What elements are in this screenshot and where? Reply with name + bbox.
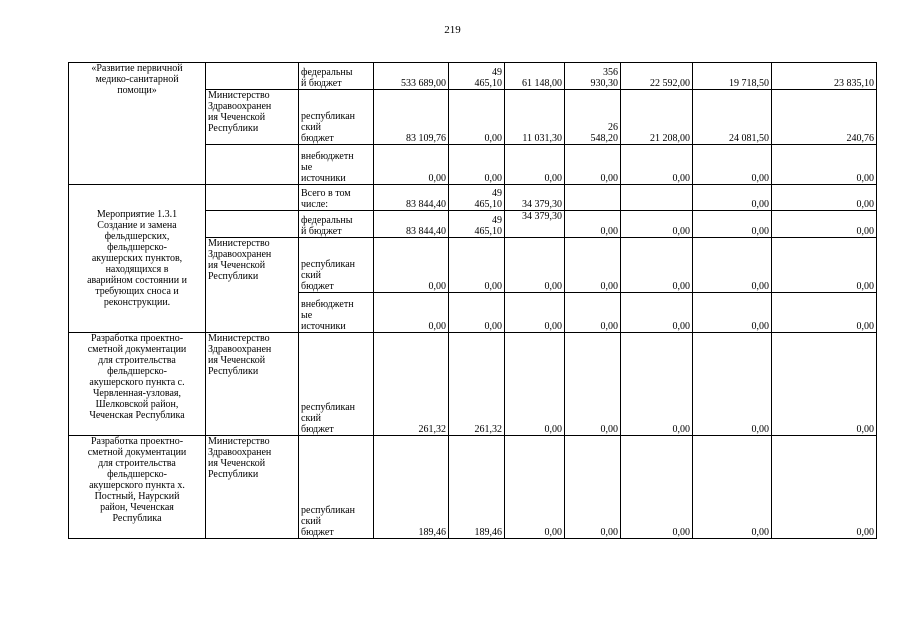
funding-source-cell: федеральны й бюджет	[299, 63, 374, 90]
value-cell: 24 081,50	[693, 90, 772, 145]
value-cell: 0,00	[772, 145, 877, 185]
executor-cell	[206, 63, 299, 90]
value-cell: 0,00	[621, 333, 693, 436]
value-cell: 49 465,10	[449, 185, 505, 211]
executor-cell: Министерство Здравоохранен ия Чеченской Республики	[206, 90, 299, 145]
value-cell: 83 844,40	[374, 185, 449, 211]
value-cell: 0,00	[565, 145, 621, 185]
value-cell: 0,00	[565, 293, 621, 333]
value-cell: 0,00	[505, 293, 565, 333]
value-cell: 0,00	[565, 238, 621, 293]
value-cell: 0,00	[693, 211, 772, 238]
executor-cell	[206, 185, 299, 211]
value-cell: 356 930,30	[565, 63, 621, 90]
value-cell: 49 465,10	[449, 211, 505, 238]
value-cell: 22 592,00	[621, 63, 693, 90]
value-cell: 83 844,40	[374, 211, 449, 238]
value-cell: 21 208,00	[621, 90, 693, 145]
value-cell: 261,32	[374, 333, 449, 436]
value-cell: 49 465,10	[449, 63, 505, 90]
value-cell: 26 548,20	[565, 90, 621, 145]
value-cell: 0,00	[772, 293, 877, 333]
value-cell: 261,32	[449, 333, 505, 436]
value-cell: 61 148,00	[505, 63, 565, 90]
table-row	[69, 63, 877, 90]
value-cell: 0,00	[621, 211, 693, 238]
value-cell: 0,00	[449, 90, 505, 145]
funding-source-cell: федеральны й бюджет	[299, 211, 374, 238]
value-cell: 19 718,50	[693, 63, 772, 90]
value-cell: 11 031,30	[505, 90, 565, 145]
value-cell: 0,00	[449, 145, 505, 185]
value-cell: 240,76	[772, 90, 877, 145]
value-cell: 0,00	[449, 293, 505, 333]
value-cell: 0,00	[693, 238, 772, 293]
value-cell: 533 689,00	[374, 63, 449, 90]
value-cell: 0,00	[693, 436, 772, 539]
table-row	[69, 436, 877, 539]
table-row	[69, 185, 877, 211]
value-cell: 0,00	[772, 238, 877, 293]
budget-table	[68, 62, 877, 539]
executor-cell	[206, 211, 299, 238]
value-cell: 0,00	[505, 436, 565, 539]
value-cell	[621, 185, 693, 211]
funding-source-cell: республикан ский бюджет	[299, 436, 374, 539]
value-cell: 0,00	[693, 333, 772, 436]
executor-cell: Министерство Здравоохранен ия Чеченской Республики	[206, 333, 299, 436]
value-cell: 0,00	[772, 333, 877, 436]
page-number: 219	[444, 24, 461, 36]
value-cell: 0,00	[565, 436, 621, 539]
value-cell: 0,00	[505, 333, 565, 436]
value-cell: 0,00	[374, 293, 449, 333]
executor-cell	[206, 145, 299, 185]
value-cell: 0,00	[621, 436, 693, 539]
value-cell: 23 835,10	[772, 63, 877, 90]
value-cell: 83 109,76	[374, 90, 449, 145]
value-cell: 189,46	[449, 436, 505, 539]
value-cell: 0,00	[693, 293, 772, 333]
value-cell: 0,00	[374, 145, 449, 185]
value-cell: 0,00	[772, 436, 877, 539]
funding-source-cell: внебюджетн ые источники	[299, 145, 374, 185]
value-cell: 0,00	[565, 333, 621, 436]
funding-source-cell: республикан ский бюджет	[299, 333, 374, 436]
value-cell: 0,00	[772, 211, 877, 238]
value-cell: 0,00	[693, 145, 772, 185]
executor-cell: Министерство Здравоохранен ия Чеченской Республики	[206, 436, 299, 539]
value-cell: 34 379,30	[505, 185, 565, 211]
funding-source-cell: внебюджетн ые источники	[299, 293, 374, 333]
value-cell	[565, 185, 621, 211]
project-name-cell: Разработка проектно- сметной документации для строительства фельдшерско- акушерского пункта х. Постный, Наурский район, Чеченская Республика	[69, 436, 206, 539]
funding-source-cell: Всего в том числе:	[299, 185, 374, 211]
executor-cell: Министерство Здравоохранен ия Чеченской Республики	[206, 238, 299, 333]
value-cell: 0,00	[449, 238, 505, 293]
program-name-cell: «Развитие первичной медико-санитарной помощи»	[69, 63, 206, 185]
table-row	[69, 333, 877, 436]
value-cell: 0,00	[621, 293, 693, 333]
value-cell: 0,00	[505, 145, 565, 185]
value-cell: 0,00	[621, 145, 693, 185]
value-cell: 34 379,30	[505, 211, 565, 238]
measure-name-cell: Мероприятие 1.3.1 Создание и замена фельдшерских, фельдшерско- акушерских пунктов, находящихся в аварийном состоянии и требующих сноса и реконструкции.	[69, 185, 206, 333]
value-cell: 0,00	[374, 238, 449, 293]
value-cell: 0,00	[772, 185, 877, 211]
funding-source-cell: республикан ский бюджет	[299, 90, 374, 145]
funding-source-cell: республикан ский бюджет	[299, 238, 374, 293]
value-cell: 0,00	[505, 238, 565, 293]
value-cell: 0,00	[565, 211, 621, 238]
value-cell: 0,00	[621, 238, 693, 293]
value-cell: 189,46	[374, 436, 449, 539]
project-name-cell: Разработка проектно- сметной документации для строительства фельдшерско- акушерского пункта с. Червленная-узловая, Шелковской район, Чеченская Республика	[69, 333, 206, 436]
value-cell: 0,00	[693, 185, 772, 211]
